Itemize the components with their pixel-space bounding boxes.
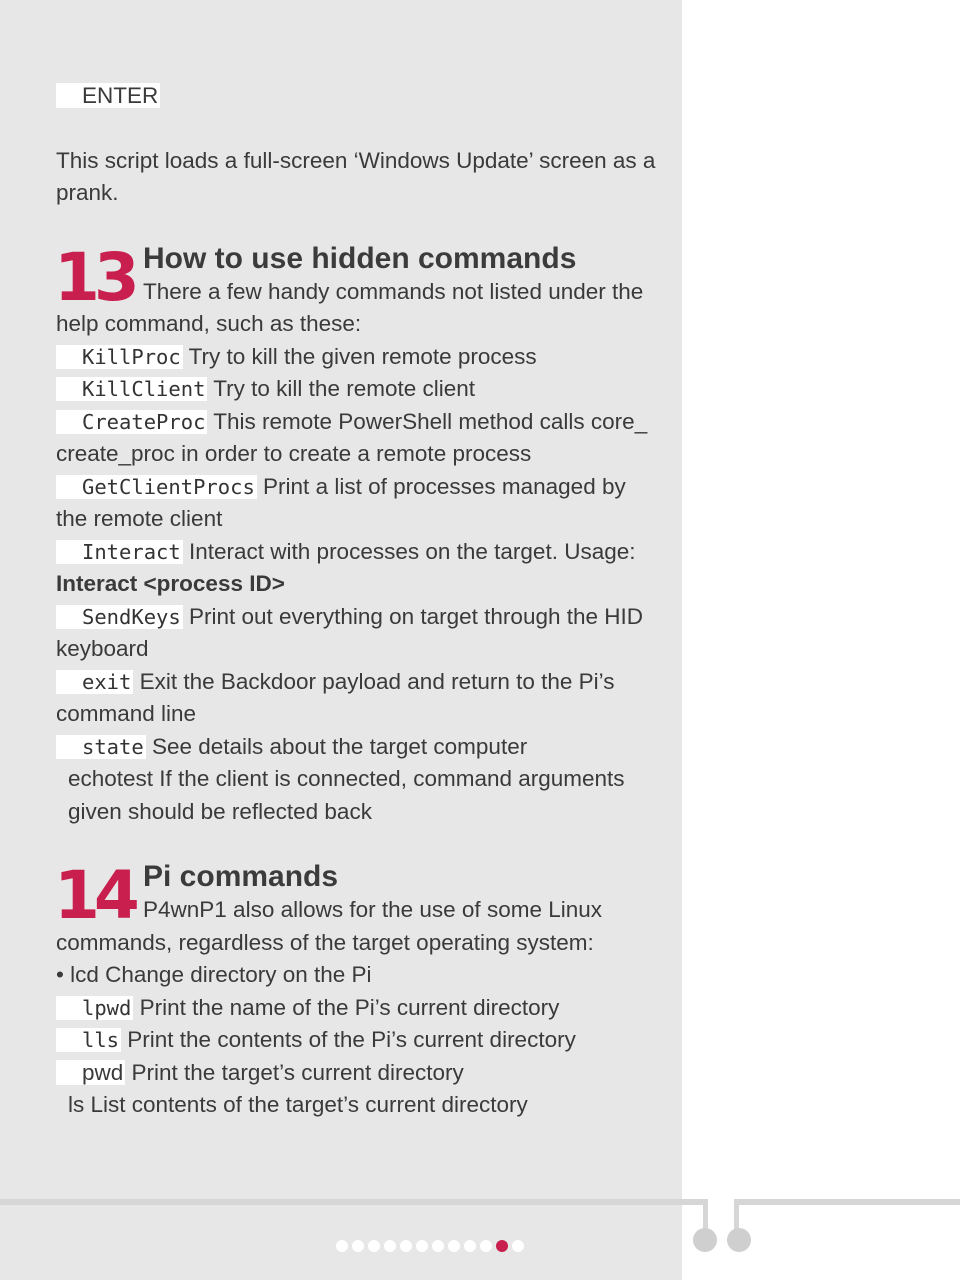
page-dot [400,1240,412,1252]
page-dot-active [496,1240,508,1252]
cmd-desc: See details about the target computer [145,733,528,759]
cmd-code: state [56,735,146,759]
page-dot [384,1240,396,1252]
cmd-desc: This remote PowerShell method calls core_ create_proc in order to create a remote process [56,408,648,466]
page-dot [416,1240,428,1252]
step-13 [54,238,656,316]
cmd-line-interact [56,536,656,601]
cmd-desc: Try to kill the remote client [207,376,476,401]
step-14-intro-rest: commands, regardless of the target operating system: [56,929,594,955]
footer-rule-right [734,1199,960,1205]
page-dot [368,1240,380,1252]
cmd-desc: Exit the Backdoor payload and return to the Pi’s command line [56,668,615,726]
cmd-code: CreateProc [56,410,207,434]
footer-node [727,1228,751,1252]
intro-paragraph: This script loads a full-screen ‘Windows Update’ screen as a prank. [56,147,656,205]
cmd-usage: Interact <process ID> [56,571,285,596]
cmd-line-exit [56,666,656,731]
cmd-desc: Interact with processes on the target. Usage: [182,538,636,564]
page-dot [336,1240,348,1252]
footer-rule [0,1199,708,1205]
page-dot [480,1240,492,1252]
cmd-line-state [56,731,656,764]
cmd-line-lls [56,1024,656,1057]
step-number-14: 14 [54,857,134,934]
step-title-13: How to use hidden commands [143,241,577,275]
cmd-line-sendkeys [56,601,656,666]
step-13-intro-first: There a few handy commands not listed under the [143,278,644,304]
cmd-code: KillProc [56,345,183,369]
cmd-desc: Print the target’s current directory [125,1059,464,1085]
cmd-code: exit [56,670,133,694]
step-number-13: 13 [54,238,134,316]
step-title-14: Pi commands [143,860,339,893]
cmd-desc: Print a list of processes managed by the remote client [56,473,626,531]
cmd-desc: Try to kill the given remote process [182,343,537,369]
cmd-code: KillClient [56,377,207,401]
cmd-line-killproc [56,341,656,374]
step-14-intro-first: P4wnP1 also allows for the use of some Linux [143,897,602,922]
cmd-line-pwd [56,1057,656,1090]
footer-node [693,1228,717,1252]
page-dot [464,1240,476,1252]
enter-key-line [56,80,656,113]
enter-key-code: ENTER [56,83,160,108]
article-body [56,80,656,1122]
bullet-lcd: • lcd Change directory on the Pi [56,962,372,987]
cmd-desc: Print the contents of the Pi’s current directory [121,1027,576,1052]
cmd-code: GetClientProcs [56,475,257,499]
cmd-line-killclient [56,373,656,406]
page-indicator [336,1240,524,1252]
step-13-intro-rest: help command, such as these: [56,311,362,336]
page-dot [432,1240,444,1252]
cmd-line-getclientprocs [56,471,656,536]
echotest-line: echotest If the client is connected, command arguments given should be reflected back [68,766,625,824]
page-dot [352,1240,364,1252]
cmd-code: pwd [56,1060,125,1085]
cmd-desc: Print out everything on target through the HID keyboard [56,603,644,661]
cmd-line-createproc [56,406,656,471]
cmd-code: lls [56,1028,121,1052]
page-dot [448,1240,460,1252]
cmd-code: Interact [56,540,183,564]
cmd-line-lpwd [56,992,656,1025]
cmd-desc: Print the name of the Pi’s current directory [133,994,560,1020]
cmd-code: SendKeys [56,605,183,629]
page-dot [512,1240,524,1252]
ls-line: ls List contents of the target’s current directory [68,1092,528,1117]
step-14 [54,857,656,934]
cmd-code: lpwd [56,996,133,1020]
